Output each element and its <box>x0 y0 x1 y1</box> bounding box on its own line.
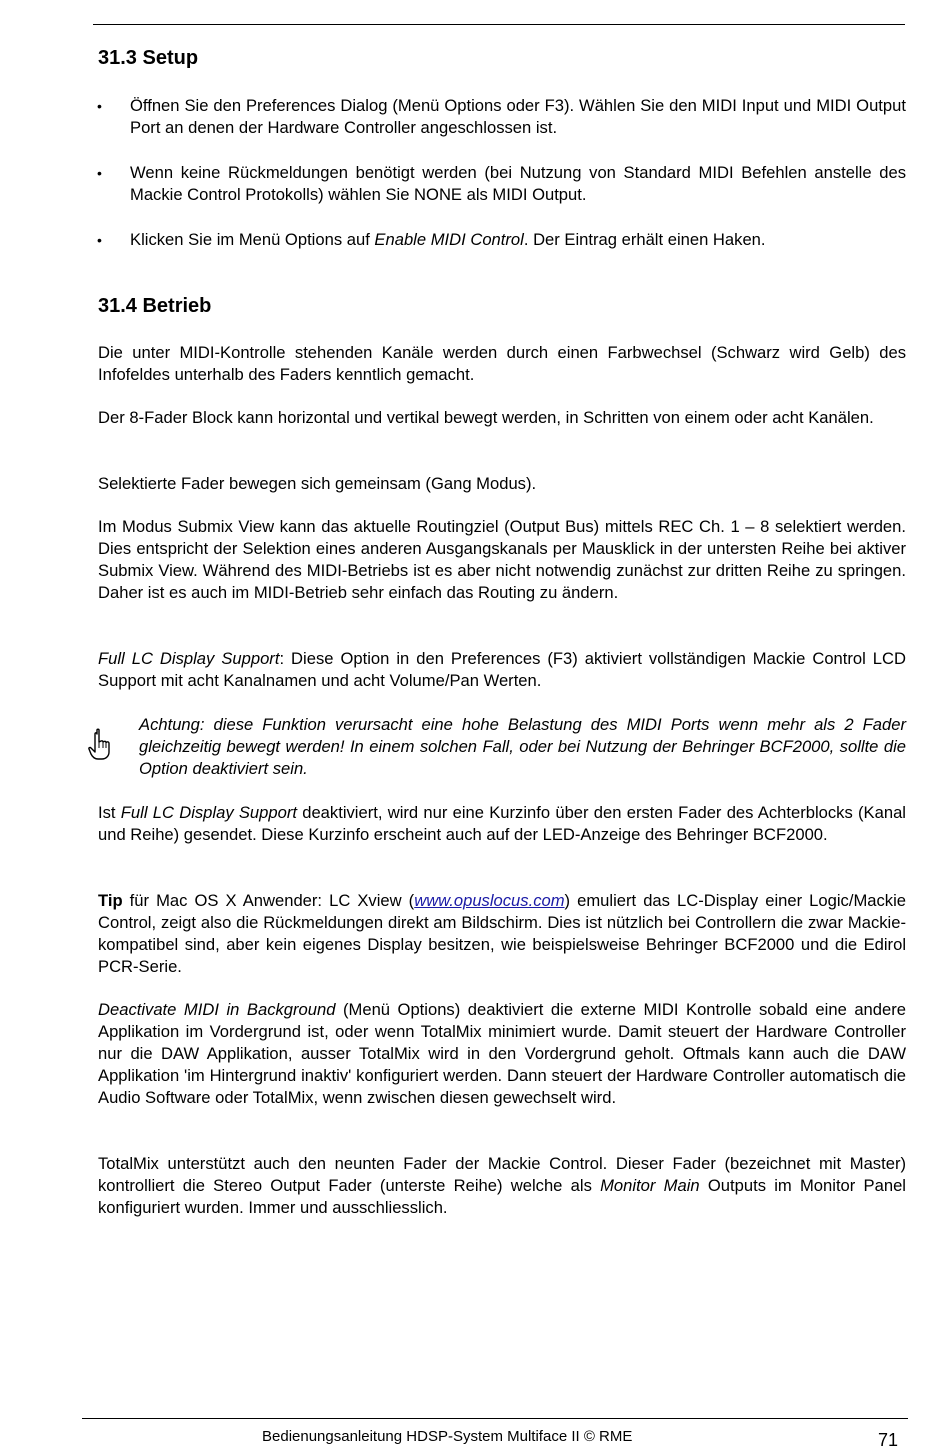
p8-rest: (Menü Options) deaktiviert die externe MIDI Kontrolle sobald eine andere Applikation im Vordergrund ist, oder wenn TotalMix minimiert wurde. Damit steuert der Hardware Controller nur die DAW Applikation, ausser TotalMix wird in den Vordergrund geholt. Oftmals kann auch die DAW Applikation 'im Hintergrund inaktiv' konfiguriert werden. Dann steuert der Hardware Controller automatisch die Audio Software oder TotalMix, wenn zwischen diesen gewechselt wird. <box>98 1000 906 1107</box>
heading-setup: 31.3 Setup <box>98 47 199 69</box>
setup-bullet-1: Öffnen Sie den Preferences Dialog (Menü Options oder F3). Wählen Sie den MIDI Input und MIDI Output Port an denen der Hardware Controller angeschlossen ist. <box>130 96 906 137</box>
p9-em: Monitor Main <box>600 1176 700 1195</box>
p6-pre: Ist <box>98 803 121 822</box>
p5-em: Full LC Display Support <box>98 649 280 668</box>
betrieb-paragraph-9 <box>98 1153 906 1219</box>
bullet-icon: • <box>97 165 102 181</box>
pointing-hand-icon <box>87 728 113 762</box>
betrieb-paragraph-7 <box>98 890 906 978</box>
bullet-icon: • <box>97 98 102 114</box>
opuslocus-link[interactable]: www.opuslocus.com <box>414 891 565 910</box>
page-number: 71 <box>878 1430 899 1450</box>
setup-bullet-3 <box>130 229 906 251</box>
betrieb-paragraph-6 <box>98 802 906 846</box>
betrieb-paragraph-5 <box>98 648 906 692</box>
footer-title: Bedienungsanleitung HDSP-System Multiface II © RME <box>262 1428 633 1445</box>
heading-betrieb: 31.4 Betrieb <box>98 295 212 317</box>
p8-em: Deactivate MIDI in Background <box>98 1000 336 1019</box>
betrieb-paragraph-4: Im Modus Submix View kann das aktuelle Routingziel (Output Bus) mittels REC Ch. 1 – 8 selektiert werden. Dies entspricht der Selektion eines anderen Ausgangskanals per Mausklick in der untersten Reihe bei aktiver Submix View. Während des MIDI-Betriebs ist es aber nicht notwendig zunächst zur dritten Reihe zu springen. Daher ist es auch im MIDI-Betrieb sehr einfach das Routing zu ändern. <box>98 517 906 602</box>
bottom-rule <box>82 1418 908 1419</box>
betrieb-paragraph-8 <box>98 999 906 1109</box>
bullet-3-post: . Der Eintrag erhält einen Haken. <box>523 230 766 249</box>
betrieb-paragraph-2: Der 8-Fader Block kann horizontal und vertikal bewegt werden, in Schritten von einem oder acht Kanälen. <box>98 408 874 427</box>
p7-rest: ) emuliert das LC-Display einer Logic/Mackie Control, zeigt also die Rückmeldungen direkt am Bildschirm. Dies ist nützlich bei Controllern die zwar Mackie-kompatibel sind, aber kein eigenes Display besitzen, wie beispielsweise Behringer BCF2000 und die Edirol PCR-Serie. <box>98 891 907 976</box>
note-warning-text: Achtung: diese Funktion verursacht eine hohe Belastung des MIDI Ports wenn mehr als 2 Fader gleichzeitig bewegt werden! In einem solchen Fall, oder bei Nutzung der Behringer BCF2000, sollte die Option deaktiviert sein. <box>139 715 906 778</box>
bullet-icon: • <box>97 232 102 248</box>
bullet-3-pre: Klicken Sie im Menü Options auf <box>130 230 375 249</box>
p6-em: Full LC Display Support <box>120 803 297 822</box>
betrieb-paragraph-1: Die unter MIDI-Kontrolle stehenden Kanäle werden durch einen Farbwechsel (Schwarz wird Gelb) des Infofeldes unterhalb des Faders kenntlich gemacht. <box>98 343 906 384</box>
betrieb-paragraph-3: Selektierte Fader bewegen sich gemeinsam (Gang Modus). <box>98 474 537 493</box>
setup-bullet-2: Wenn keine Rückmeldungen benötigt werden (bei Nutzung von Standard MIDI Befehlen anstelle des Mackie Control Protokolls) wählen Sie NONE als MIDI Output. <box>130 163 906 204</box>
bullet-3-em: Enable MIDI Control <box>374 230 524 249</box>
p9-pre: TotalMix unterstützt auch den neunten Fader der Mackie Control. Dieser Fader (bezeichnet mit Master) kontrolliert die Stereo Output Fader (unterste Reihe) welche als <box>98 1154 906 1195</box>
top-rule <box>93 24 905 25</box>
p5-rest: : Diese Option in den Preferences (F3) aktiviert vollständigen Mackie Control LCD Support mit acht Kanalnamen und acht Volume/Pan Werten. <box>98 649 907 690</box>
p9-rest: Outputs im Monitor Panel konfiguriert wurden. Immer und ausschliesslich. <box>98 1176 906 1217</box>
p7-pre: für Mac OS X Anwender: LC Xview ( <box>122 891 415 910</box>
p7-bold: Tip <box>98 891 123 910</box>
p6-rest: deaktiviert, wird nur eine Kurzinfo über den ersten Fader des Achterblocks (Kanal und Reihe) gesendet. Diese Kurzinfo erscheint auch auf der LED-Anzeige des Behringer BCF2000. <box>98 803 906 844</box>
